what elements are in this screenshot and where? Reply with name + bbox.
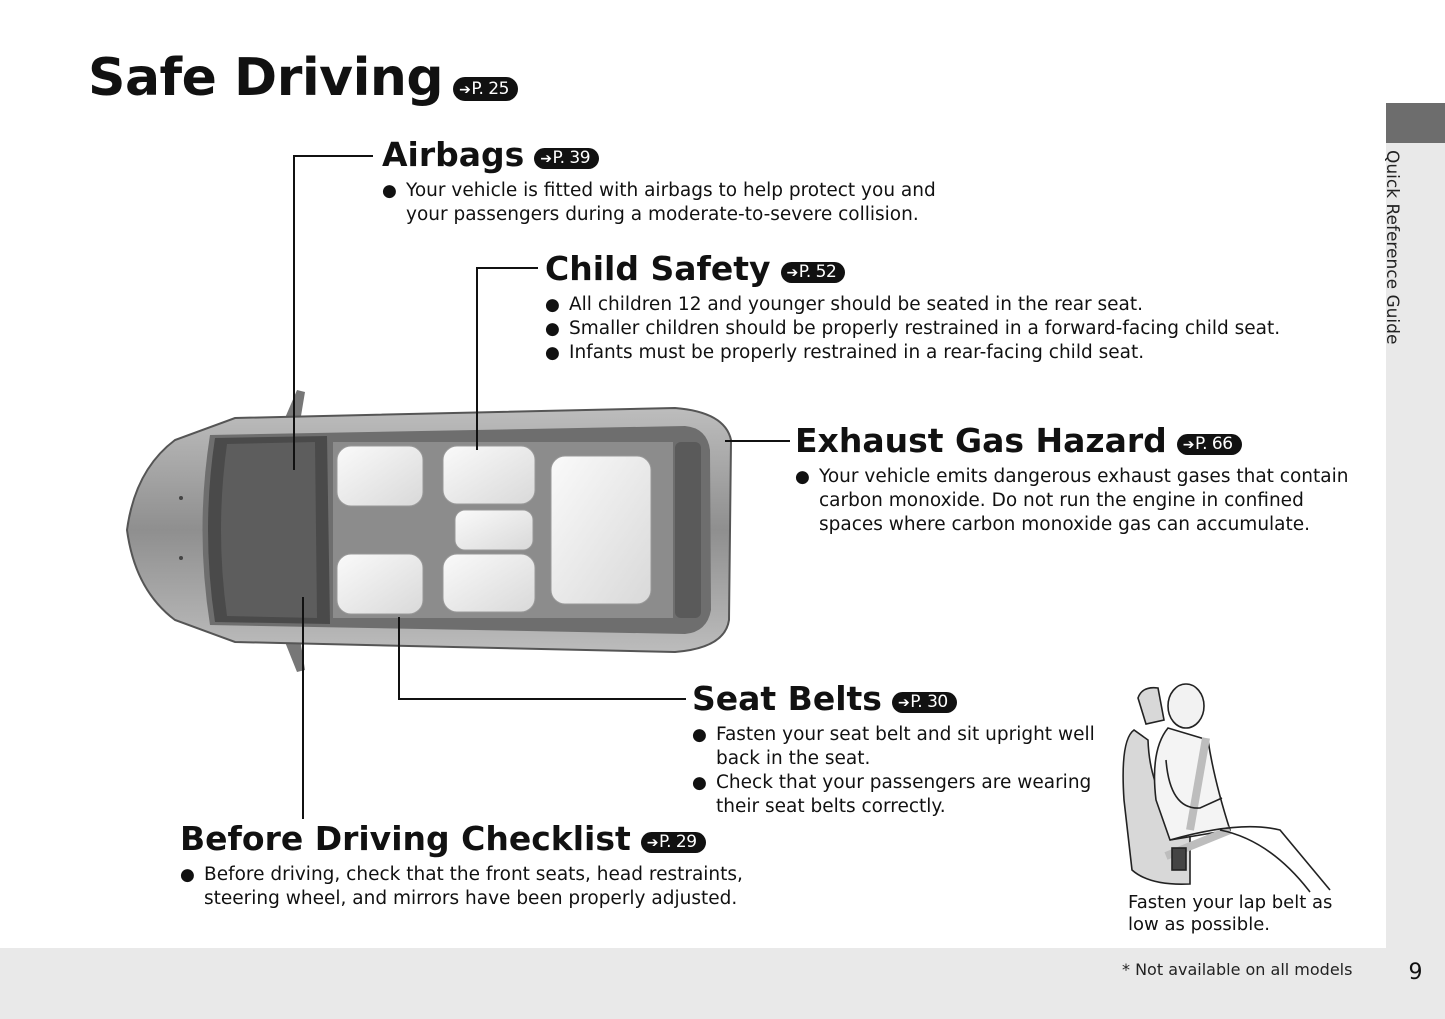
list-item: ● Before driving, check that the front seats, head restraints, steering wheel, and mirrors have been properly adjusted. — [180, 863, 760, 911]
seat-belts-section — [692, 679, 1102, 819]
airbags-heading: Airbags ➔P. 39 — [382, 138, 942, 171]
seat-belts-leader-vertical — [398, 617, 400, 699]
page-title: Safe Driving ➔P. 25 — [88, 48, 518, 108]
exhaust-leader — [725, 440, 790, 442]
list-item: ● All children 12 and younger should be seated in the rear seat. — [545, 293, 1345, 317]
arrow-right-icon: ➔ — [1182, 437, 1194, 453]
seat-belts-bullets — [692, 723, 1102, 819]
arrow-right-icon: ➔ — [459, 82, 471, 98]
seated-person-illustration — [1110, 680, 1340, 895]
arrow-right-icon: ➔ — [540, 151, 552, 167]
vehicle-top-view-illustration — [115, 380, 740, 680]
arrow-right-icon: ➔ — [786, 265, 798, 281]
seat-belts-ref-badge[interactable]: ➔P. 30 — [892, 692, 957, 713]
checklist-section — [180, 819, 760, 911]
airbags-leader-vertical — [293, 155, 295, 470]
sidebar-tab-marker — [1386, 103, 1445, 143]
child-safety-ref-badge[interactable]: ➔P. 52 — [781, 262, 846, 283]
sidebar-label: Quick Reference Guide — [1382, 150, 1402, 345]
airbags-leader — [293, 155, 373, 157]
list-item: ● Infants must be properly restrained in a rear-facing child seat. — [545, 341, 1345, 365]
list-item: ● Fasten your seat belt and sit upright well back in the seat. — [692, 723, 1102, 771]
footer-band — [0, 948, 1386, 1019]
seatbelt-caption: Fasten your lap belt as low as possible. — [1128, 892, 1333, 935]
checklist-ref-badge[interactable]: ➔P. 29 — [641, 832, 706, 853]
footnote: * Not available on all models — [1122, 960, 1353, 979]
seat-belts-heading: Seat Belts ➔P. 30 — [692, 682, 1102, 715]
checklist-bullets — [180, 863, 760, 911]
list-item: ● Smaller children should be properly restrained in a forward-facing child seat. — [545, 317, 1345, 341]
checklist-heading: Before Driving Checklist ➔P. 29 — [180, 822, 760, 855]
child-safety-leader-vertical — [476, 267, 478, 450]
child-safety-leader — [476, 267, 538, 269]
airbags-section — [382, 135, 942, 227]
child-safety-bullets — [545, 293, 1345, 365]
list-item: ● Check that your passengers are wearing their seat belts correctly. — [692, 771, 1102, 819]
list-item: ● Your vehicle emits dangerous exhaust gases that contain carbon monoxide. Do not run the engine in confined spaces where carbon monoxide gas can accumulate. — [795, 465, 1355, 537]
exhaust-heading: Exhaust Gas Hazard ➔P. 66 — [795, 424, 1355, 457]
airbags-ref-badge[interactable]: ➔P. 39 — [534, 148, 599, 169]
exhaust-ref-badge[interactable]: ➔P. 66 — [1177, 434, 1242, 455]
page-ref-badge[interactable]: ➔P. 25 — [453, 77, 518, 101]
list-item: ● Your vehicle is fitted with airbags to help protect you and your passengers during a moderate-to-severe collision. — [382, 179, 942, 227]
airbags-bullets — [382, 179, 942, 227]
exhaust-section — [795, 421, 1355, 537]
arrow-right-icon: ➔ — [897, 695, 910, 711]
exhaust-bullets — [795, 465, 1355, 537]
child-safety-section — [545, 249, 1345, 365]
page-number: 9 — [1408, 960, 1423, 985]
arrow-right-icon: ➔ — [646, 835, 658, 851]
child-safety-heading: Child Safety ➔P. 52 — [545, 252, 1345, 285]
checklist-leader-vertical — [302, 597, 304, 819]
seat-belts-leader — [398, 698, 686, 700]
